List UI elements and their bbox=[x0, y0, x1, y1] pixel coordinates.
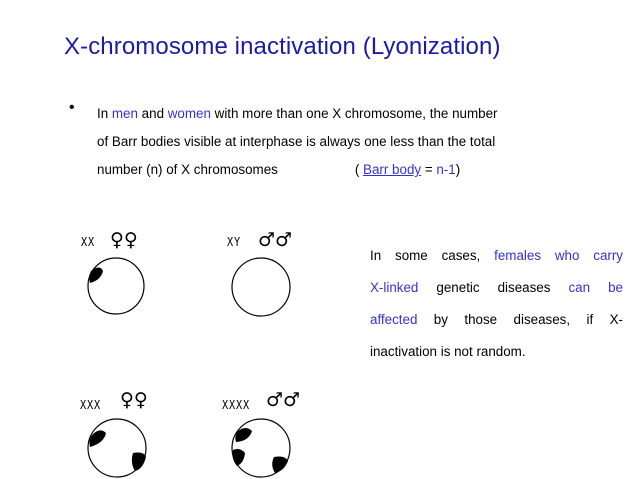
barr-body bbox=[89, 268, 103, 284]
text: = bbox=[421, 162, 437, 177]
term-females-carriers: females who carry bbox=[494, 248, 623, 263]
term-men: men bbox=[111, 106, 138, 121]
side-note-line-3 bbox=[370, 304, 623, 336]
male-symbol-icon: ♂♂ bbox=[266, 389, 301, 411]
karyotype-label-xx: XX bbox=[81, 235, 95, 249]
nucleus-outline bbox=[88, 258, 144, 314]
text: In bbox=[97, 106, 112, 121]
bullet-line-2: of Barr bodies visible at interphase is always one less than the total bbox=[97, 134, 496, 149]
bullet-line-1 bbox=[97, 100, 597, 128]
nucleus-cell-xxxx bbox=[230, 417, 292, 479]
nucleus-cell-xx bbox=[86, 256, 146, 316]
side-note-line-1 bbox=[370, 240, 623, 272]
karyotype-label-xy: XY bbox=[227, 235, 241, 249]
term-can-be: can be bbox=[568, 280, 623, 295]
text: with more than one X chromosome, the number bbox=[210, 106, 498, 121]
bullet-line-3 bbox=[97, 156, 597, 184]
formula: n-1 bbox=[436, 162, 456, 177]
barr-body bbox=[272, 457, 288, 474]
text: ( bbox=[354, 162, 364, 177]
male-symbol-icon: ♂♂ bbox=[258, 229, 293, 251]
text: by those diseases, if X- bbox=[417, 312, 623, 327]
text: In some cases, bbox=[370, 248, 495, 263]
nucleus-cell-xy bbox=[230, 256, 292, 318]
female-symbol-icon: ♀♀ bbox=[120, 389, 148, 411]
term-barr-body: Barr body bbox=[363, 162, 422, 177]
term-x-linked: X-linked bbox=[370, 280, 419, 295]
female-symbol-icon: ♀♀ bbox=[110, 229, 138, 251]
karyotype-label-xxxx: XXXX bbox=[222, 398, 250, 412]
slide-title: X-chromosome inactivation (Lyonization) bbox=[64, 33, 501, 60]
text: and bbox=[137, 106, 168, 121]
term-women: women bbox=[167, 106, 211, 121]
text: number (n) of X chromosomes bbox=[97, 162, 278, 177]
bullet-symbol: • bbox=[69, 99, 75, 116]
nucleus-outline bbox=[232, 258, 290, 316]
karyotype-label-xxx: XXX bbox=[80, 398, 101, 412]
barr-body bbox=[233, 449, 246, 466]
text: ) bbox=[455, 162, 461, 177]
barr-body bbox=[132, 453, 146, 472]
nucleus-cell-xxx bbox=[86, 417, 148, 479]
bullet-text bbox=[97, 100, 597, 184]
text: genetic diseases bbox=[418, 280, 569, 295]
side-note-line-2 bbox=[370, 272, 623, 304]
side-note-line-4: inactivation is not random. bbox=[370, 344, 526, 359]
side-note bbox=[370, 240, 623, 368]
term-affected: affected bbox=[370, 312, 418, 327]
